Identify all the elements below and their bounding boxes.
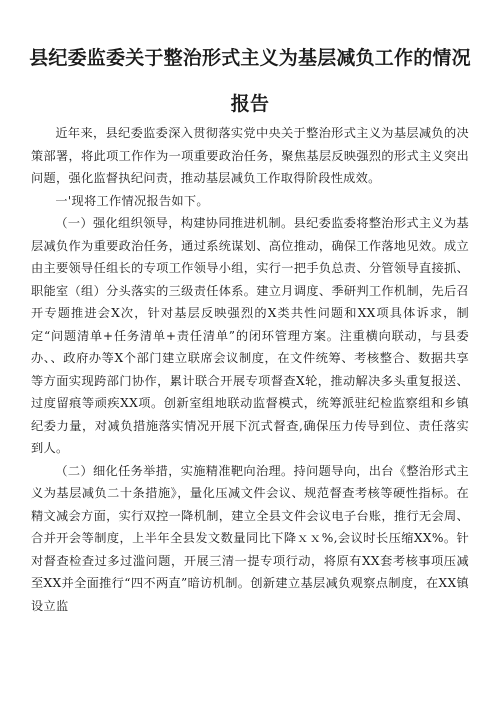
paragraph-intro: 近年来，县纪委监委深入贯彻落实党中央关于整治形式主义为基层减负的决策部署，将此项工作作为一项重要政治任务，聚焦基层反映强烈的形式主义突出问题，强化监督执纪问责，推动基层减负工作取得阶段性成效。 bbox=[31, 126, 469, 185]
paragraph-report-lead: 一'现将工作情况报告如下。 bbox=[55, 193, 209, 208]
document-body bbox=[31, 122, 469, 617]
document-title-line-2: 报告 bbox=[230, 93, 270, 115]
paragraph-section-1: （一）强化组织领导，构建协同推进机制。县纪委监委将整治形式主义为基层减负作为重要政治任务，通过系统谋划、高位推动，确保工作落地见效。成立由主要领导任组长的专项工作领导小组，实行一把手负总责、分管领导直接抓、职能室（组）分头落实的三级责任体系。建立月调度、季研判工作机制，先后召开专题推进会X次，针对基层反映强烈的X类共性问题和XX项具体诉求，制定“问题清单+任务清单+责任清单”的闭环管理方案。注重横向联动，与县委办、、政府办等X个部门建立联席会议制度，在文件统筹、考核整合、数据共享等方面实现跨部门协作，累计联合开展专项督查X轮，推动解决多头重复报送、过度留痕等顽疾XX项。创新室组地联动监督模式，统筹派驻纪检监察组和乡镇纪委力量，对减负措施落实情况开展下沉式督查,确保压力传导到位、责任落实到人。 bbox=[31, 216, 469, 455]
paragraph-section-2: （二）细化任务举措，实施精准靶向治理。持问题导向，出台《整治形式主义为基层减负二十条措施》，量化压减文件会议、规范督查考核等硬性指标。在精文减会方面，实行双控一降机制，建立全县文件会议电子台账，推行无会周、合并开会等制度，上半年全县发文数量同比下降ｘｘ%,会议时长压缩XX%。针对督查检查过多过滥问题，开展三清一提专项行动，将原有XX套考核事项压减至XX并全面推行“四不两直”暗访机制。创新建立基层减负观察点制度，在XX镇设立监 bbox=[31, 463, 469, 613]
document-title-line-1: 县纪委监委关于整治形式主义为基层减负工作的情况 bbox=[29, 47, 471, 69]
